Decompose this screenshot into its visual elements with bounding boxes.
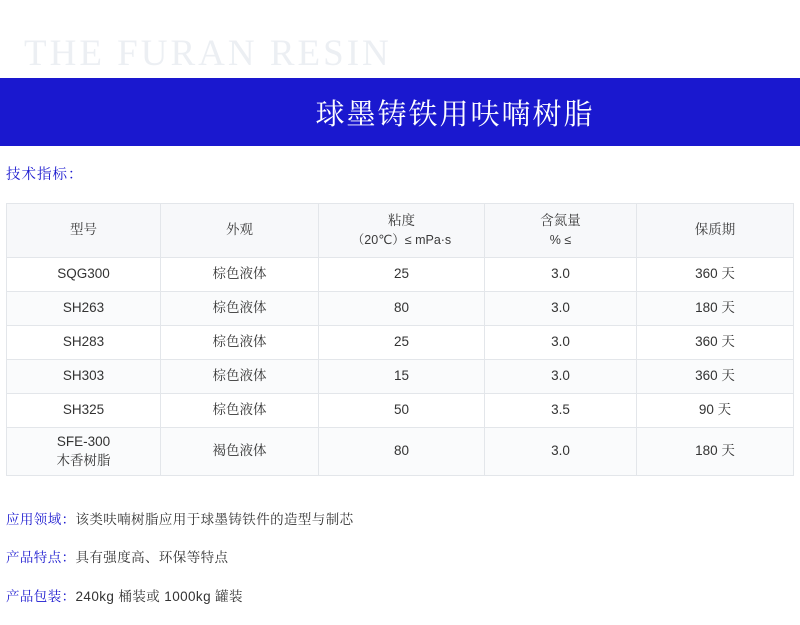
cell-model: SH283: [7, 326, 161, 360]
spec-table: [6, 203, 794, 476]
cell-nitrogen: 3.0: [485, 428, 637, 476]
cell-shelf-life: 360 天: [637, 360, 794, 394]
table-header-row: [7, 204, 794, 258]
cell-appearance: 棕色液体: [161, 394, 319, 428]
spec-table-wrapper: [6, 203, 794, 476]
cell-shelf-life: 90 天: [637, 394, 794, 428]
spec-section-label: 技术指标：: [6, 167, 84, 183]
table-row: [7, 258, 794, 292]
cell-model: SH303: [7, 360, 161, 394]
cell-viscosity: 25: [319, 258, 485, 292]
note-features: [6, 548, 786, 568]
cell-model: SQG300: [7, 258, 161, 292]
cell-nitrogen: 3.0: [485, 292, 637, 326]
notes-section: [6, 510, 786, 625]
watermark-text: THE FURAN RESIN: [24, 33, 392, 74]
note-application: [6, 510, 786, 530]
cell-viscosity: 80: [319, 292, 485, 326]
column-header-model: 型号: [7, 204, 161, 258]
cell-nitrogen: 3.0: [485, 326, 637, 360]
cell-nitrogen: 3.5: [485, 394, 637, 428]
table-row: [7, 326, 794, 360]
cell-shelf-life: 180 天: [637, 428, 794, 476]
cell-nitrogen: 3.0: [485, 360, 637, 394]
cell-viscosity: 25: [319, 326, 485, 360]
page-title: 球墨铸铁用呋喃树脂: [315, 98, 595, 131]
cell-nitrogen: 3.0: [485, 258, 637, 292]
cell-shelf-life: 360 天: [637, 258, 794, 292]
column-header-viscosity: 粘度 （20℃）≤ mPa·s: [319, 204, 485, 258]
note-packaging: [6, 587, 786, 607]
note-value-application: 该类呋喃树脂应用于球墨铸铁件的造型与制芯: [75, 512, 354, 527]
cell-appearance: 褐色液体: [161, 428, 319, 476]
cell-model: SH263: [7, 292, 161, 326]
cell-model: SFE-300 木香树脂: [7, 428, 161, 476]
spec-table-head: [7, 204, 794, 258]
cell-appearance: 棕色液体: [161, 292, 319, 326]
cell-appearance: 棕色液体: [161, 258, 319, 292]
cell-shelf-life: 360 天: [637, 326, 794, 360]
note-value-packaging: 240kg 桶装或 1000kg 罐装: [75, 588, 243, 604]
column-header-nitrogen: 含氮量 % ≤: [485, 204, 637, 258]
cell-viscosity: 15: [319, 360, 485, 394]
note-label-application: 应用领域：: [6, 512, 76, 527]
column-header-shelf-life: 保质期: [637, 204, 794, 258]
title-banner: [0, 78, 800, 146]
cell-appearance: 棕色液体: [161, 326, 319, 360]
note-value-features: 具有强度高、环保等特点: [75, 550, 229, 566]
note-label-packaging: 产品包装：: [6, 588, 76, 604]
column-header-appearance: 外观: [161, 204, 319, 258]
table-row: [7, 360, 794, 394]
table-row: [7, 292, 794, 326]
cell-viscosity: 50: [319, 394, 485, 428]
cell-shelf-life: 180 天: [637, 292, 794, 326]
table-row: [7, 428, 794, 476]
cell-appearance: 棕色液体: [161, 360, 319, 394]
note-label-features: 产品特点：: [6, 550, 76, 566]
spec-table-body: [7, 258, 794, 476]
cell-viscosity: 80: [319, 428, 485, 476]
table-row: [7, 394, 794, 428]
cell-model: SH325: [7, 394, 161, 428]
